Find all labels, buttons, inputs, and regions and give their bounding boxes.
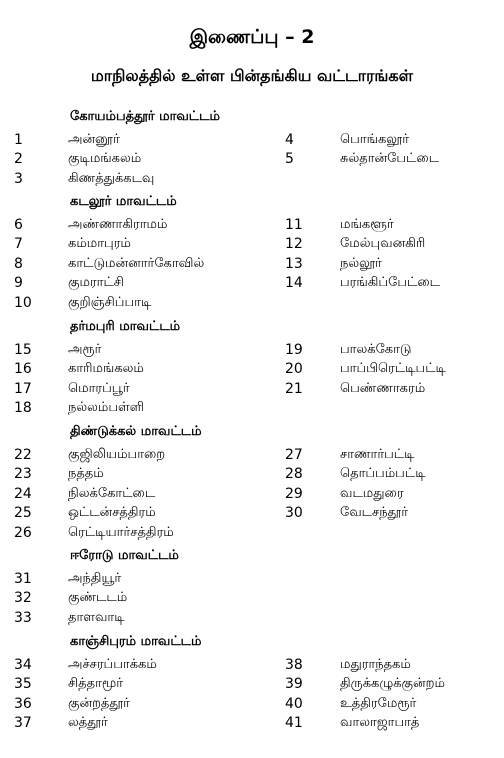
- block-number: 7: [14, 236, 23, 252]
- block-name: சித்தாமூர்: [68, 676, 124, 691]
- block-number: 9: [14, 275, 23, 291]
- block-name: அரூர்: [68, 342, 102, 357]
- block-number: 39: [285, 676, 303, 692]
- appendix-title: இணைப்பு – 2: [189, 26, 315, 48]
- block-number: 19: [285, 342, 303, 358]
- page-subtitle: மாநிலத்தில் உள்ள பின்தங்கிய வட்டாரங்கள்: [90, 66, 414, 85]
- block-name: நத்தம்: [68, 466, 104, 481]
- block-name: மொரப்பூர்: [68, 381, 130, 396]
- block-number: 20: [285, 361, 303, 377]
- block-name: பொங்கலூர்: [340, 132, 409, 147]
- block-name: கம்மாபுரம்: [68, 236, 131, 251]
- block-number: 31: [14, 571, 32, 587]
- block-number: 17: [14, 381, 32, 397]
- block-number: 16: [14, 361, 32, 377]
- block-number: 32: [14, 590, 32, 606]
- block-number: 8: [14, 256, 23, 272]
- block-number: 15: [14, 342, 32, 358]
- district-heading: கோயம்பத்தூர் மாவட்டம்: [70, 109, 220, 124]
- block-name: குண்டடம்: [68, 590, 128, 605]
- block-number: 22: [14, 447, 32, 463]
- block-name: ரெட்டியார்சத்திரம்: [68, 525, 174, 540]
- block-name: அச்சரப்பாக்கம்: [68, 657, 157, 672]
- block-number: 41: [285, 715, 303, 731]
- block-name: வேடசந்தூர்: [340, 505, 409, 520]
- block-name: சாணார்பட்டி: [340, 447, 415, 462]
- block-number: 11: [285, 217, 303, 233]
- block-number: 28: [285, 466, 303, 482]
- block-name: காட்டுமன்னார்கோவில்: [68, 256, 205, 271]
- block-name: பரங்கிப்பேட்டை: [340, 275, 441, 290]
- block-name: நிலக்கோட்டை: [68, 486, 156, 501]
- block-name: நல்லூர்: [340, 256, 382, 271]
- block-name: ஒட்டன்சத்திரம்: [68, 505, 156, 520]
- block-number: 29: [285, 486, 303, 502]
- block-name: நல்லம்பள்ளி: [68, 400, 145, 415]
- block-number: 40: [285, 696, 303, 712]
- district-heading: ஈரோடு மாவட்டம்: [70, 548, 179, 563]
- block-number: 2: [14, 151, 23, 167]
- block-number: 4: [285, 132, 294, 148]
- block-name: அண்ணாகிராமம்: [68, 217, 168, 232]
- block-number: 13: [285, 256, 303, 272]
- block-name: சுல்தான்பேட்டை: [340, 151, 440, 166]
- block-name: தொப்பம்பட்டி: [340, 466, 426, 481]
- block-name: மேல்புவனகிரி: [340, 236, 426, 251]
- district-heading: காஞ்சிபுரம் மாவட்டம்: [70, 634, 202, 649]
- block-name: மங்களூர்: [340, 217, 394, 232]
- block-number: 37: [14, 715, 32, 731]
- block-number: 1: [14, 132, 23, 148]
- block-number: 21: [285, 381, 303, 397]
- block-number: 10: [14, 295, 32, 311]
- block-number: 26: [14, 525, 32, 541]
- block-name: வாலாஜாபாத்: [340, 715, 420, 730]
- block-number: 5: [285, 151, 294, 167]
- block-number: 18: [14, 400, 32, 416]
- block-number: 38: [285, 657, 303, 673]
- block-name: காரிமங்கலம்: [68, 361, 144, 376]
- block-name: அந்தியூர்: [68, 571, 122, 586]
- block-number: 35: [14, 676, 32, 692]
- block-name: வடமதுரை: [340, 486, 404, 501]
- district-heading: கடலூர் மாவட்டம்: [70, 194, 177, 209]
- block-name: பாப்பிரெட்டிபட்டி: [340, 361, 446, 376]
- block-number: 34: [14, 657, 32, 673]
- block-number: 23: [14, 466, 32, 482]
- block-name: லத்தூர்: [68, 715, 108, 730]
- district-heading: திண்டுக்கல் மாவட்டம்: [70, 424, 202, 439]
- block-number: 36: [14, 696, 32, 712]
- block-name: தாளவாடி: [68, 610, 125, 625]
- block-name: உத்திரமேரூர்: [340, 696, 417, 711]
- block-number: 25: [14, 505, 32, 521]
- block-name: பாலக்கோடு: [340, 342, 412, 357]
- block-name: திருக்கழுக்குன்றம்: [340, 676, 445, 691]
- block-name: குமராட்சி: [68, 275, 124, 290]
- district-heading: தர்மபுரி மாவட்டம்: [70, 319, 181, 334]
- block-name: குறிஞ்சிப்பாடி: [68, 295, 152, 310]
- block-number: 27: [285, 447, 303, 463]
- block-number: 12: [285, 236, 303, 252]
- block-number: 24: [14, 486, 32, 502]
- block-name: பெண்ணாகரம்: [340, 381, 426, 396]
- block-name: கிணத்துக்கடவு: [68, 171, 155, 186]
- block-name: குன்றத்தூர்: [68, 696, 130, 711]
- block-number: 33: [14, 610, 32, 626]
- block-number: 30: [285, 505, 303, 521]
- block-number: 3: [14, 171, 23, 187]
- block-number: 6: [14, 217, 23, 233]
- block-name: மதுராந்தகம்: [340, 657, 411, 672]
- block-number: 14: [285, 275, 303, 291]
- block-name: அன்னூர்: [68, 132, 120, 147]
- block-name: குஜிலியம்பாறை: [68, 447, 166, 462]
- block-name: குடிமங்கலம்: [68, 151, 142, 166]
